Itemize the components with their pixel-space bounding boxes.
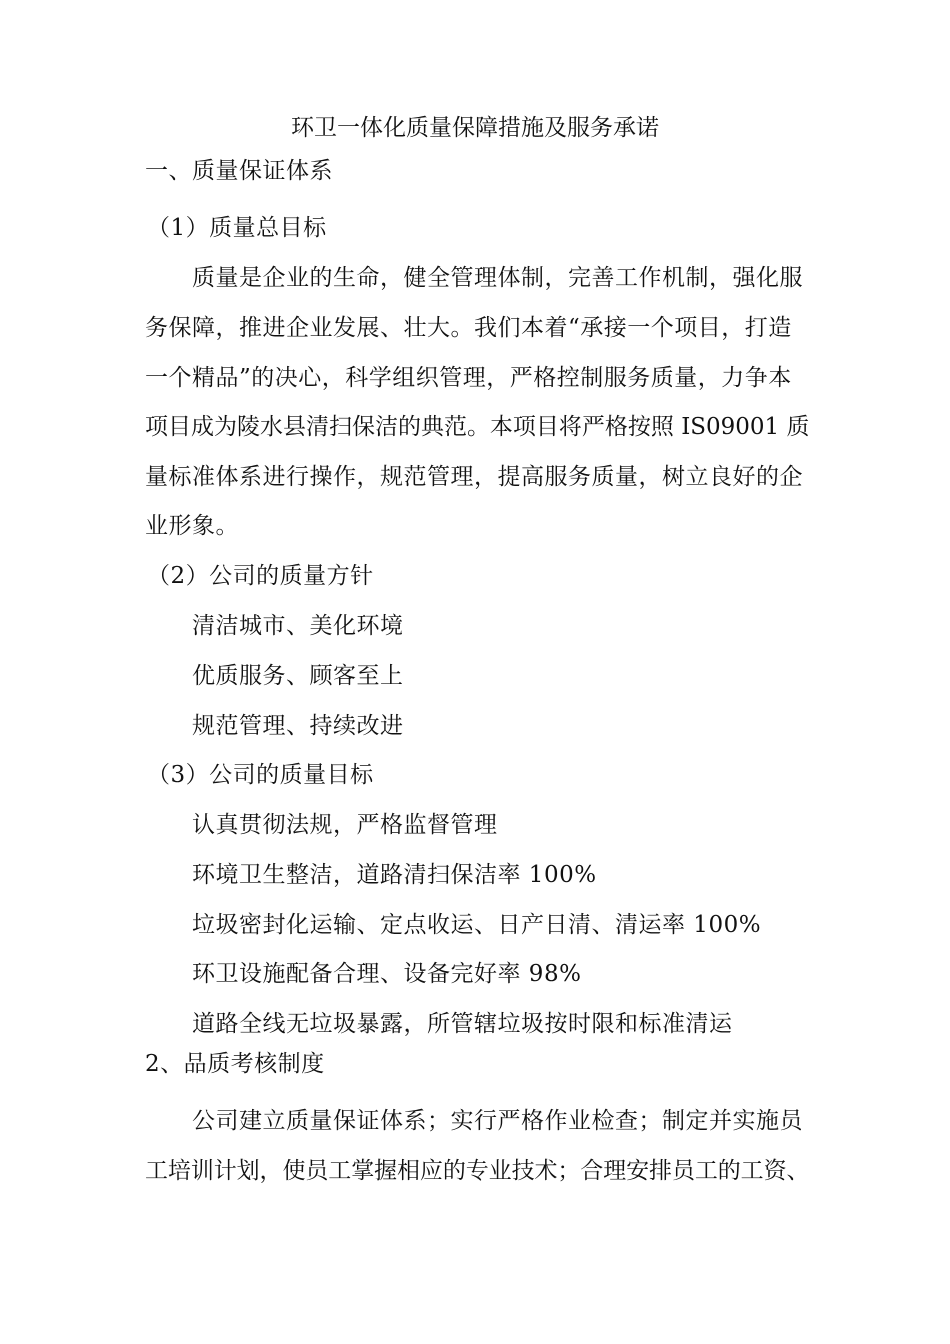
list-item: 环境卫生整洁，道路清扫保洁率 100%: [192, 862, 597, 888]
section-heading-assessment: 2、品质考核制度: [145, 1051, 325, 1077]
paragraph-line: 量标准体系进行操作，规范管理，提高服务质量，树立良好的企: [145, 464, 803, 490]
list-item: 规范管理、持续改进: [192, 713, 404, 739]
paragraph-line: 公司建立质量保证体系；实行严格作业检查；制定并实施员: [192, 1108, 803, 1134]
paragraph-line: 工培训计划，使员工掌握相应的专业技术；合理安排员工的工资、: [145, 1158, 810, 1184]
paragraph-line: 务保障，推进企业发展、壮大。我们本着“承接一个项目，打造: [145, 315, 792, 341]
list-item: 认真贯彻法规，严格监督管理: [192, 812, 498, 838]
subheading-quality-targets: （3）公司的质量目标: [147, 762, 374, 788]
subheading-overall-goal: （1）质量总目标: [147, 215, 327, 241]
paragraph-line: 质量是企业的生命，健全管理体制，完善工作机制，强化服: [192, 265, 803, 291]
paragraph-line: 项目成为陵水县清扫保洁的典范。本项目将严格按照 IS09001 质: [145, 414, 810, 440]
paragraph-line: 一个精品”的决心，科学组织管理，严格控制服务质量，力争本: [145, 365, 792, 391]
subheading-quality-policy: （2）公司的质量方针: [147, 563, 374, 589]
document-title: 环卫一体化质量保障措施及服务承诺: [291, 115, 659, 141]
paragraph-line: 业形象。: [145, 513, 239, 539]
list-item: 垃圾密封化运输、定点收运、日产日清、清运率 100%: [192, 912, 762, 938]
list-item: 环卫设施配备合理、设备完好率 98%: [192, 961, 582, 987]
section-heading-quality-system: 一、质量保证体系: [145, 158, 333, 184]
list-item: 清洁城市、美化环境: [192, 613, 404, 639]
list-item: 道路全线无垃圾暴露，所管辖垃圾按时限和标准清运: [192, 1011, 733, 1037]
list-item: 优质服务、顾客至上: [192, 663, 404, 689]
